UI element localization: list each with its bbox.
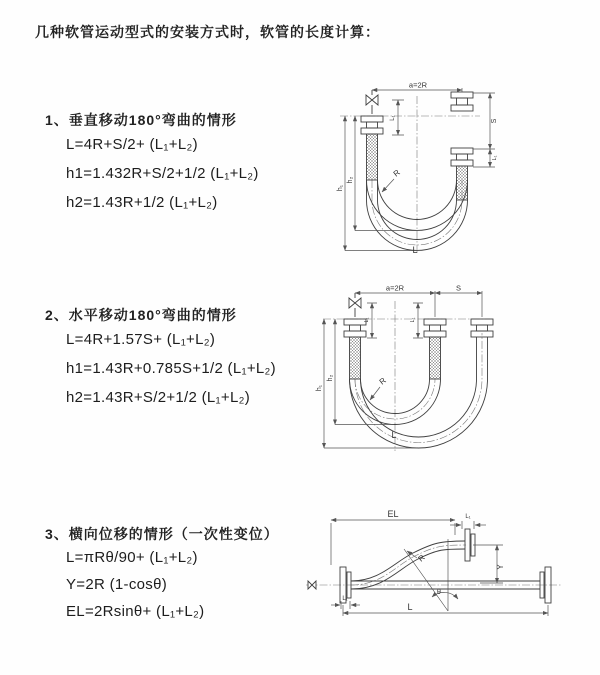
- right-flange-lower: [451, 148, 473, 166]
- section1-formula-h1: h1=1.432R+S/2+1/2 (L₁+L₂): [66, 165, 259, 182]
- valve-icon: [349, 298, 361, 308]
- dim-label-l1-left: L₁: [390, 115, 396, 121]
- section2-formula-L: L=4R+1.57S+ (L₁+L₂): [66, 331, 216, 348]
- dim-label-l1-lower: L₁: [342, 596, 348, 602]
- dim-label-y: Y: [496, 564, 505, 570]
- dim-label-s: S: [455, 283, 462, 293]
- dimension-labels: [337, 81, 498, 256]
- dim-label-h1: h₁: [337, 184, 344, 192]
- middle-braided-hose: [430, 337, 441, 379]
- valve-icon: [366, 95, 378, 105]
- dim-label-a2r: a=2R: [385, 283, 405, 293]
- diagram-vertical-180-bend: [330, 80, 595, 258]
- section2-formula-h1: h1=1.43R+0.785S+1/2 (L₁+L₂): [66, 360, 276, 377]
- section3-formula-Y: Y=2R (1-cosθ): [66, 576, 168, 593]
- diagram-lateral-displacement: [300, 505, 600, 637]
- u-bend-arcs: [350, 337, 488, 448]
- section1-heading: 1、垂直移动180°弯曲的情形: [45, 112, 237, 128]
- left-braided-hose: [367, 134, 378, 180]
- dim-label-l: L: [391, 430, 397, 440]
- dim-label-l: L: [412, 245, 418, 255]
- centerlines: [323, 301, 490, 451]
- dimension-lines: [324, 291, 482, 448]
- dim-label-r: R: [391, 167, 402, 179]
- section1-formula-h2: h2=1.43R+1/2 (L₁+L₂): [66, 194, 218, 211]
- section2-formula-h2: h2=1.43R+S/2+1/2 (L₁+L₂): [66, 389, 251, 406]
- section3-heading: 3、横向位移的情形（一次性变位）: [45, 526, 279, 542]
- page-title: 几种软管运动型式的安装方式时，软管的长度计算：: [35, 24, 380, 40]
- dim-label-l1-upper: L₁: [465, 514, 471, 520]
- section3-formula-EL: EL=2Rsinθ+ (L₁+L₂): [66, 603, 205, 620]
- dim-label-l1-left: L₁: [364, 317, 370, 323]
- middle-flange: [424, 319, 446, 337]
- left-flange: [344, 319, 366, 337]
- dim-label-l: L: [407, 602, 413, 612]
- dimension-labels: [342, 509, 505, 612]
- dim-label-h2: h₂: [347, 176, 354, 184]
- right-flange-upper: [451, 92, 473, 111]
- dim-label-r: R: [377, 375, 388, 387]
- dim-label-l1-right: L₁: [492, 155, 498, 161]
- section3-formula-L: L=πRθ/90+ (L₁+L₂): [66, 549, 198, 566]
- dimension-lines: [331, 520, 548, 616]
- dim-label-l1-middle: L₁: [410, 317, 416, 323]
- left-flange: [361, 116, 383, 134]
- centerlines: [306, 545, 562, 585]
- dim-label-h2: h₂: [327, 374, 334, 382]
- dim-label-a2r: a=2R: [408, 80, 428, 90]
- dim-label-h1: h₁: [316, 384, 323, 392]
- dim-label-s: S: [491, 118, 498, 124]
- section1-formula-L: L=4R+S/2+ (L₁+L₂): [66, 136, 198, 153]
- diagram-horizontal-180-bend: [315, 283, 600, 459]
- dim-label-el: EL: [387, 509, 399, 519]
- position-mark-icon: [308, 581, 316, 589]
- dim-label-r: R: [416, 552, 427, 564]
- dim-label-theta: θ: [437, 589, 441, 596]
- left-braided-hose: [350, 337, 361, 379]
- section2-heading: 2、水平移动180°弯曲的情形: [45, 307, 237, 323]
